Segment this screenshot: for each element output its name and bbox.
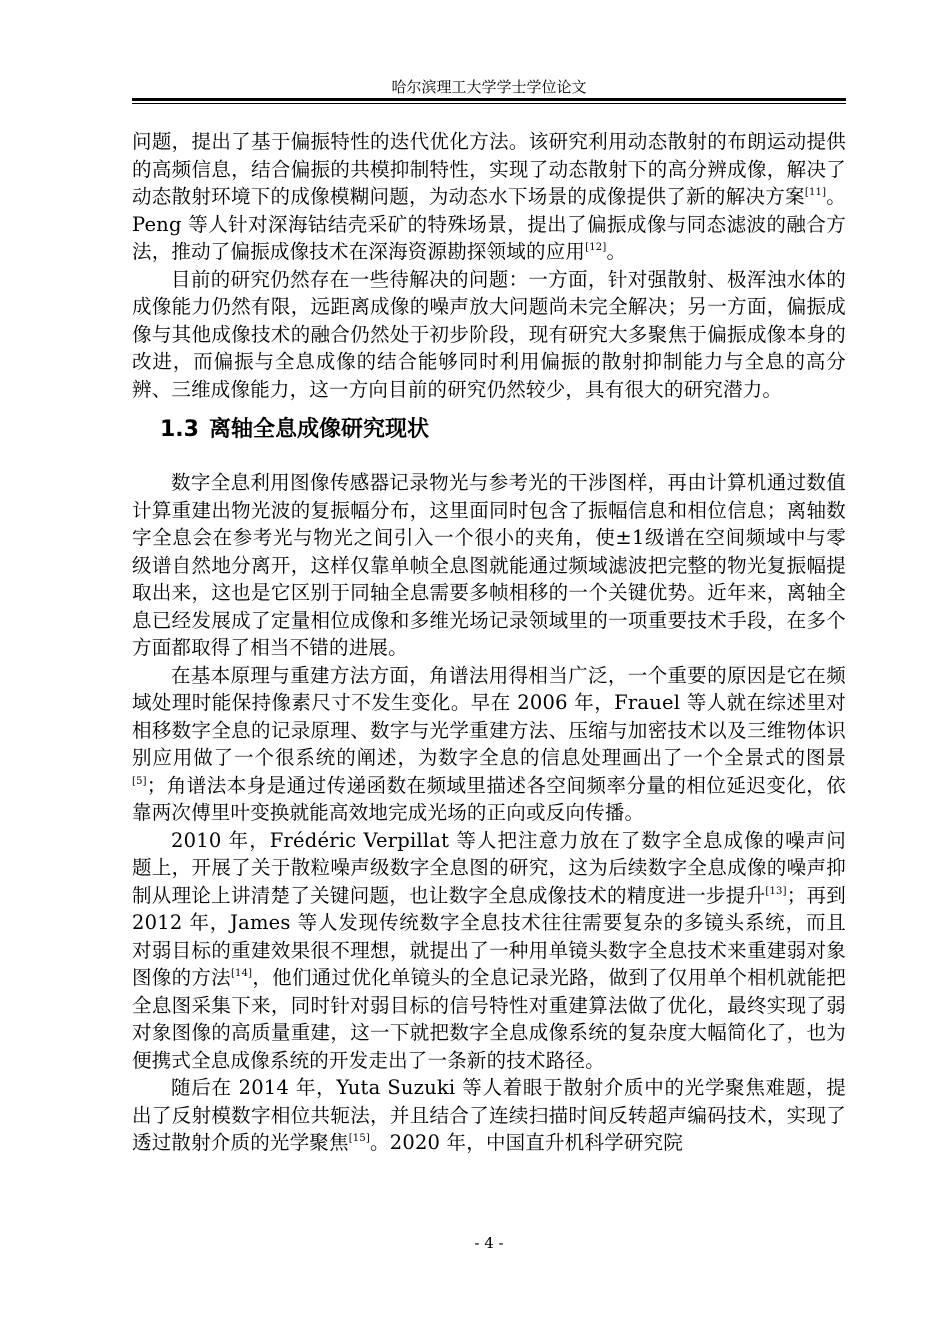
page-number: - 4 -	[474, 1234, 504, 1252]
citation-13: [13]	[765, 885, 787, 897]
paragraph-6-text-b: 。2020 年，中国直升机科学研究院	[370, 1131, 683, 1154]
citation-14: [14]	[230, 968, 253, 979]
citation-11: [11]	[804, 187, 827, 198]
paragraph-5-text-c: ，他们通过优化单镜头的全息记录光路，做到了仅用单个相机就能把全息图采集下来，同时针对弱目标的信号特性对重建算法做了优化，最终实现了弱对象图像的高质量重建，这一下就把数字全息成像系统的复杂度大幅简化了，也为便携式全息成像系统的开发走出了一条新的技术路径。	[132, 966, 846, 1072]
section-title: 离轴全息成像研究现状	[208, 417, 429, 442]
paragraph-3: 数字全息利用图像传感器记录物光与参考光的干涉图样，再由计算机通过数值计算重建出物光波的复振幅分布，这里面同时包含了振幅信息和相位信息；离轴数字全息会在参考光与物光之间引入一个很小的夹角，使±1级谱在空间频域中与零级谱自然地分离开，这样仅靠单帧全息图就能通过频域滤波把完整的物光复振幅提取出来，这也是它区别于同轴全息需要多帧相移的一个关键优势。近年来，离轴全息已经发展成了定量相位成像和多维光场记录领域里的一项重要技术手段，在多个方面都取得了相当不错的进展。	[132, 471, 846, 659]
running-header: 哈尔滨理工大学学士学位论文	[391, 78, 587, 96]
paragraph-2: 目前的研究仍然存在一些待解决的问题：一方面，针对强散射、极浑浊水体的成像能力仍然有限，远距离成像的噪声放大问题尚未完全解决；另一方面，偏振成像与其他成像技术的融合仍然处于初步阶段，现有研究大多聚焦于偏振成像本身的改进，而偏振与全息成像的结合能够同时利用偏振的散射抑制能力与全息的高分辨、三维成像能力，这一方向目前的研究仍然较少，具有很大的研究潜力。	[132, 267, 846, 401]
paragraph-1-text-b: 。Peng 等人针对深海钴结壳采矿的特殊场景，提出了偏振成像与同态滤波的融合方法，推动了偏振成像技术在深海资源勘探领域的应用	[132, 185, 846, 263]
paragraph-5-text-b: ；再到 2012 年，James 等人发现传统数字全息技术往往需要复杂的多镜头系统，而且对弱目标的重建效果很不理想，就提出了一种用单镜头数字全息技术来重建弱对象图像的方法	[132, 883, 846, 989]
paragraph-1-text-c: 。	[606, 240, 627, 263]
citation-5: [5]	[132, 775, 147, 787]
section-heading	[132, 413, 846, 469]
paragraph-6	[132, 1074, 846, 1157]
paragraph-4-text-b: ；角谱法本身是通过传递函数在频域里描述各空间频率分量的相位延迟变化，依靠两次傅里叶变换就能高效地完成光场的正向或反向传播。	[132, 773, 846, 824]
paragraph-1-text-a: 问题，提出了基于偏振特性的迭代优化方法。该研究利用动态散射的布朗运动提供的高频信息，结合偏振的共模抑制特性，实现了动态散射下的高分辨成像，解决了动态散射环境下的成像模糊问题，为动态水下场景的成像提供了新的解决方案	[132, 130, 846, 208]
body-text	[132, 128, 846, 1157]
paragraph-5-text-a: 2010 年，Frédéric Verpillat 等人把注意力放在了数字全息成像的噪声问题上，开展了关于散粒噪声级数字全息图的研究，这为后续数字全息成像的噪声抑制从理论上讲清楚了关键问题，也让数字全息成像技术的精度进一步提升	[132, 828, 846, 907]
citation-12: [12]	[585, 242, 607, 253]
section-number: 1.3	[160, 417, 199, 442]
paragraph-5	[132, 827, 846, 1075]
paragraph-4	[132, 662, 846, 827]
paragraph-4-text-a: 在基本原理与重建方法方面，角谱法用得相当广泛，一个重要的原因是它在频域处理时能保持像素尺寸不发生变化。早在 2006 年，Frauel 等人就在综述里对相移数字全息的记录原理、数字与光学重建方法、压缩与加密技术以及三维物体识别应用做了一个很系统的阐述，为数字全息的信息处理画出了一个全景式的图景	[132, 663, 846, 769]
header-rule-thin	[132, 103, 846, 104]
header-rule-thick	[132, 98, 846, 101]
citation-15: [15]	[348, 1133, 371, 1144]
paragraph-1	[132, 128, 846, 266]
paragraph-6-text-a: 随后在 2014 年，Yuta Suzuki 等人着眼于散射介质中的光学聚焦难题，提出了反射模数字相位共轭法，并且结合了连续扫描时间反转超声编码技术，实现了透过散射介质的光学聚焦	[132, 1076, 846, 1154]
